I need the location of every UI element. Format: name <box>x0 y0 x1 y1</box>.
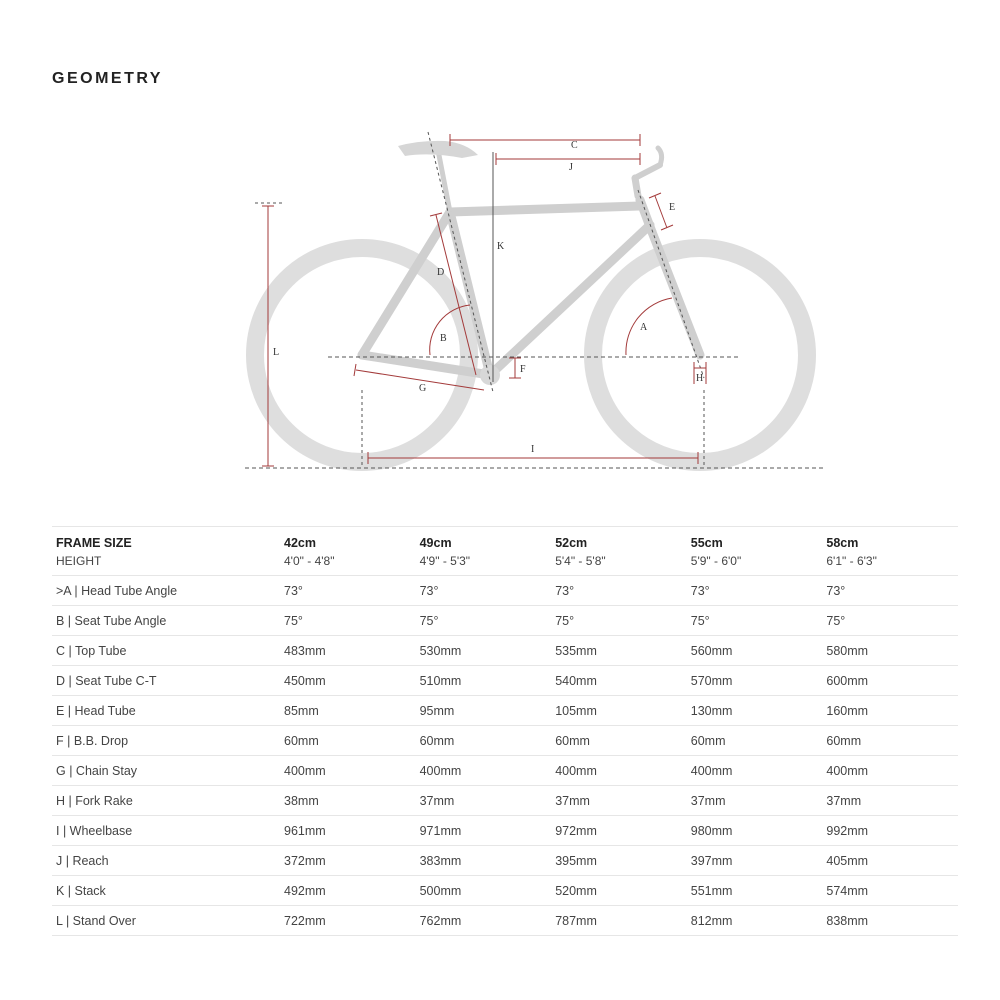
row-value: 492mm <box>280 876 416 906</box>
row-value: 395mm <box>551 846 687 876</box>
label-k: K <box>497 241 505 252</box>
row-value: 992mm <box>822 816 958 846</box>
row-value: 37mm <box>687 786 823 816</box>
row-value: 75° <box>280 606 416 636</box>
row-value: 812mm <box>687 906 823 936</box>
size-column-58 <box>822 527 958 576</box>
frame <box>362 200 700 375</box>
label-d: D <box>437 267 445 278</box>
table-row <box>52 756 958 786</box>
row-value: 60mm <box>822 726 958 756</box>
row-value: 95mm <box>416 696 552 726</box>
label-i: I <box>531 444 535 455</box>
row-label: H | Fork Rake <box>52 786 280 816</box>
row-value: 574mm <box>822 876 958 906</box>
size-column-49 <box>416 527 552 576</box>
row-value: 60mm <box>416 726 552 756</box>
row-value: 520mm <box>551 876 687 906</box>
row-value: 73° <box>280 576 416 606</box>
angle-a <box>626 298 672 355</box>
row-label: >A | Head Tube Angle <box>52 576 280 606</box>
bike-geometry-diagram <box>0 120 1000 490</box>
size-value: 58cm <box>826 536 859 550</box>
row-label: D | Seat Tube C-T <box>52 666 280 696</box>
dim-e <box>655 196 667 228</box>
table-row <box>52 876 958 906</box>
row-value: 73° <box>551 576 687 606</box>
row-value: 60mm <box>280 726 416 756</box>
height-value: 5'4" - 5'8" <box>555 554 606 568</box>
row-value: 73° <box>687 576 823 606</box>
size-value: 55cm <box>690 536 723 550</box>
row-value: 972mm <box>551 816 687 846</box>
row-value: 961mm <box>280 816 416 846</box>
row-label: I | Wheelbase <box>52 816 280 846</box>
row-value: 160mm <box>822 696 958 726</box>
row-value: 73° <box>416 576 552 606</box>
row-label: L | Stand Over <box>52 906 280 936</box>
row-value: 560mm <box>687 636 823 666</box>
label-j: J <box>569 162 573 173</box>
height-value: 4'9" - 5'3" <box>419 554 471 568</box>
size-value: 52cm <box>555 536 588 550</box>
row-value: 60mm <box>551 726 687 756</box>
table-row <box>52 786 958 816</box>
row-label: J | Reach <box>52 846 280 876</box>
row-value: 130mm <box>687 696 823 726</box>
row-label: C | Top Tube <box>52 636 280 666</box>
row-value: 400mm <box>551 756 687 786</box>
row-value: 570mm <box>687 666 823 696</box>
row-value: 372mm <box>280 846 416 876</box>
row-value: 580mm <box>822 636 958 666</box>
row-value: 37mm <box>551 786 687 816</box>
row-value: 500mm <box>416 876 552 906</box>
row-value: 383mm <box>416 846 552 876</box>
row-value: 400mm <box>416 756 552 786</box>
table-row <box>52 696 958 726</box>
row-value: 400mm <box>822 756 958 786</box>
row-value: 37mm <box>416 786 552 816</box>
row-value: 75° <box>551 606 687 636</box>
row-value: 75° <box>687 606 823 636</box>
page-title: GEOMETRY <box>52 70 163 87</box>
header-row <box>52 527 958 576</box>
dimension-lines <box>245 132 825 468</box>
row-value: 838mm <box>822 906 958 936</box>
height-value: 5'9" - 6'0" <box>690 554 742 568</box>
row-value: 37mm <box>822 786 958 816</box>
table-row <box>52 906 958 936</box>
row-value: 530mm <box>416 636 552 666</box>
row-label: B | Seat Tube Angle <box>52 606 280 636</box>
stem-and-bars <box>635 148 662 196</box>
label-g: G <box>419 383 427 394</box>
row-value: 73° <box>822 576 958 606</box>
label-c: C <box>571 140 578 151</box>
row-value: 510mm <box>416 666 552 696</box>
geometry-table <box>52 526 958 936</box>
row-value: 483mm <box>280 636 416 666</box>
size-column-52 <box>551 527 687 576</box>
seat <box>398 141 478 212</box>
row-value: 400mm <box>687 756 823 786</box>
row-value: 980mm <box>687 816 823 846</box>
size-column-42 <box>280 527 416 576</box>
row-label: K | Stack <box>52 876 280 906</box>
row-value: 722mm <box>280 906 416 936</box>
table-row <box>52 846 958 876</box>
row-value: 551mm <box>687 876 823 906</box>
row-value: 75° <box>416 606 552 636</box>
row-value: 75° <box>822 606 958 636</box>
table-row <box>52 666 958 696</box>
table-row <box>52 816 958 846</box>
row-value: 405mm <box>822 846 958 876</box>
row-value: 397mm <box>687 846 823 876</box>
label-l: L <box>273 347 280 358</box>
row-value: 85mm <box>280 696 416 726</box>
size-column-55 <box>687 527 823 576</box>
row-label: G | Chain Stay <box>52 756 280 786</box>
frame-size-label: FRAME SIZE <box>56 536 132 550</box>
row-value: 600mm <box>822 666 958 696</box>
row-value: 971mm <box>416 816 552 846</box>
table-row <box>52 726 958 756</box>
label-e: E <box>669 202 676 213</box>
row-label: E | Head Tube <box>52 696 280 726</box>
row-label: F | B.B. Drop <box>52 726 280 756</box>
row-value: 787mm <box>551 906 687 936</box>
label-b: B <box>440 333 447 344</box>
height-label: HEIGHT <box>56 554 102 568</box>
header-label-cell <box>52 527 280 576</box>
row-value: 540mm <box>551 666 687 696</box>
row-value: 400mm <box>280 756 416 786</box>
table-row <box>52 606 958 636</box>
row-value: 105mm <box>551 696 687 726</box>
bottom-bracket <box>480 365 500 385</box>
label-f: F <box>520 364 526 375</box>
row-value: 60mm <box>687 726 823 756</box>
bike-illustration <box>255 141 807 462</box>
height-value: 6'1" - 6'3" <box>826 554 877 568</box>
row-value: 450mm <box>280 666 416 696</box>
row-value: 38mm <box>280 786 416 816</box>
height-value: 4'0" - 4'8" <box>284 554 335 568</box>
size-value: 49cm <box>419 536 452 550</box>
row-value: 762mm <box>416 906 552 936</box>
label-h: H <box>696 373 704 384</box>
table-row <box>52 636 958 666</box>
row-value: 535mm <box>551 636 687 666</box>
size-value: 42cm <box>284 536 316 550</box>
table-row <box>52 576 958 606</box>
label-a: A <box>640 322 648 333</box>
